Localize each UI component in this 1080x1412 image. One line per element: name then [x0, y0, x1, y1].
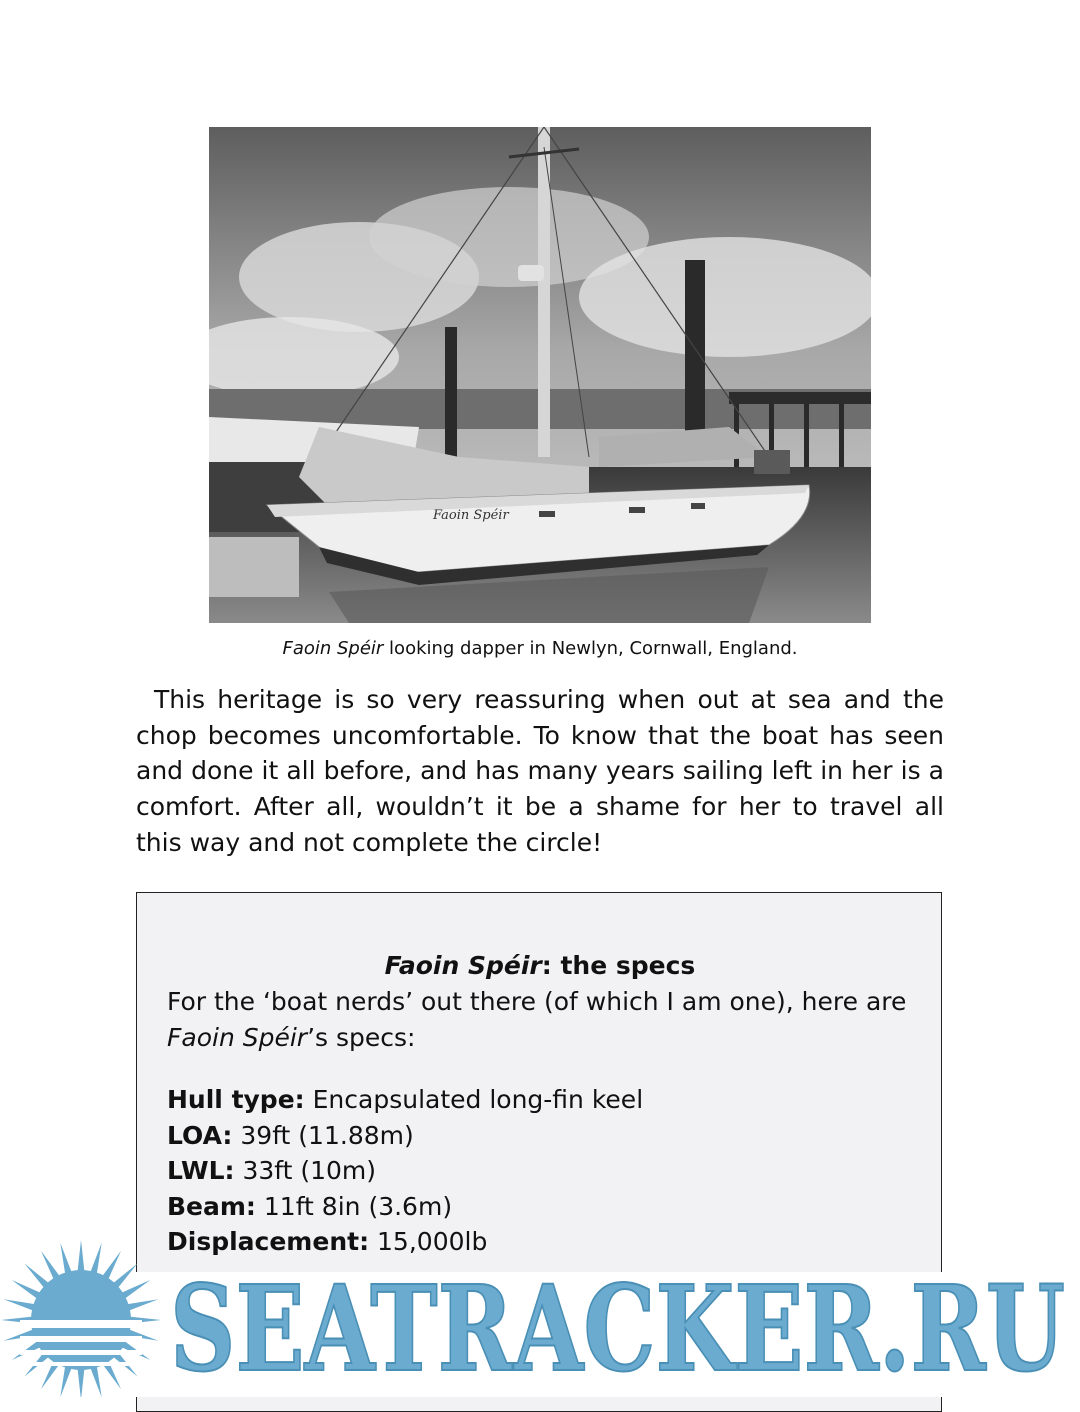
specs-intro — [167, 984, 927, 1055]
spec-label: Hull type: — [167, 1085, 305, 1114]
sailboat-photo — [209, 127, 871, 623]
specs-intro-part2: ’s specs: — [307, 1022, 416, 1052]
specs-intro-boat-name: Faoin Spéir — [167, 1022, 308, 1052]
watermark-text-label: SEATRACKER.RU — [170, 1262, 1065, 1382]
sun-logo-icon — [0, 1238, 162, 1397]
spec-value: 33ft (10m) — [234, 1156, 377, 1186]
spec-value: Encapsulated long-fin keel — [304, 1085, 644, 1114]
body-paragraph — [136, 682, 944, 861]
spec-label: LOA: — [167, 1120, 233, 1150]
spec-item — [167, 1118, 927, 1154]
spec-value: 11ft 8in (3.6m) — [255, 1191, 453, 1221]
spec-item — [167, 1224, 927, 1260]
spec-label: LWL: — [167, 1156, 235, 1186]
body-paragraph-text: This heritage is so very reassuring when out at sea and the chop becomes uncomfortable. To know that the boat has seen and done it all before, and has many years sailing left in her is a comfort. After all, wouldn’t it be a shame for her to travel all this way and not complete the circle! — [136, 685, 944, 857]
specs-intro-part1: For the ‘boat nerds’ out there (of which I am one), here are — [167, 987, 907, 1016]
spec-item — [167, 1082, 927, 1118]
watermark-text — [170, 1262, 1070, 1382]
spec-list — [167, 1082, 927, 1260]
spec-value: 39ft (11.88m) — [232, 1120, 414, 1150]
photo-caption — [136, 637, 944, 661]
spec-item — [167, 1153, 927, 1189]
caption-boat-name: Faoin Spéir — [282, 638, 384, 659]
spec-label: Beam: — [167, 1191, 256, 1221]
specs-title-rest: : the specs — [541, 951, 696, 980]
spec-item — [167, 1189, 927, 1225]
caption-text: looking dapper in Newlyn, Cornwall, England. — [383, 638, 798, 659]
specs-title-boat-name: Faoin Spéir — [384, 951, 542, 980]
hull-name-label: Faoin Spéir — [433, 508, 509, 523]
spec-value: 15,000lb — [369, 1227, 488, 1257]
specs-title — [136, 949, 944, 983]
spec-label: Displacement: — [167, 1227, 370, 1257]
